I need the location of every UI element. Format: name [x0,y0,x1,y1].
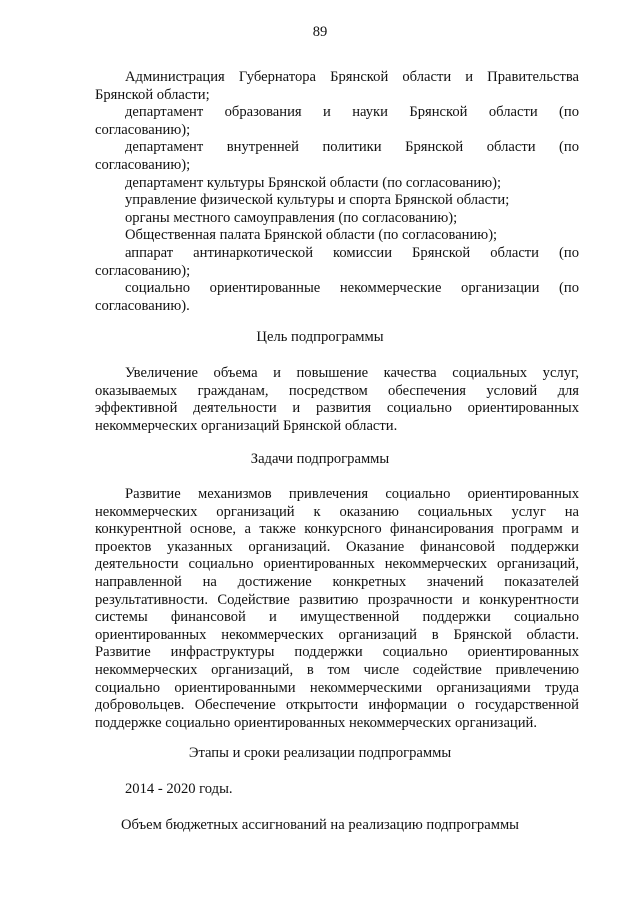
task-line: системы финансовой и имущественной поддержки социально [95,609,579,626]
goal-line: некоммерческих организаций Брянской области. [95,417,398,434]
task-line: некоммерческих организаций, в том числе содействие привлечению [95,661,579,678]
task-line: некоммерческих организаций к оказанию социальных услуг на [95,503,579,520]
goal-heading: Цель подпрограммы [256,329,384,345]
participant-line: департамент образования и науки Брянской области (по [125,104,579,121]
participant-line: согласованию). [95,297,190,314]
budget-heading: Объем бюджетных ассигнований на реализацию подпрограммы [121,817,519,833]
participant-line: согласованию); [95,262,191,279]
task-line: социально ориентированными некоммерческими организациями труда [95,679,579,696]
task-line: результативности. Содействие развитию прозрачности и конкурентности [95,591,579,608]
participant-line: аппарат антинаркотической комиссии Брянской области (по [125,244,579,261]
task-line: направленной на достижение конкретных значений показателей [95,573,579,590]
goal-line: эффективной деятельности и развития социально ориентированных [95,400,579,417]
participant-line: Общественная палата Брянской области (по согласованию); [125,227,498,244]
task-line: деятельности социально ориентированных некоммерческих организаций, [95,556,579,573]
participant-line: Брянской области; [95,86,210,103]
tasks-paragraph [95,486,579,732]
participant-line: департамент культуры Брянской области (по согласованию); [125,174,502,191]
stages-line: 2014 - 2020 годы. [125,781,233,797]
participant-line: управление физической культуры и спорта Брянской области; [125,192,510,209]
stages-text [95,781,579,799]
participant-line: департамент внутренней политики Брянской области (по [125,139,579,156]
participant-line: согласованию); [95,121,191,138]
participants-list [95,69,579,315]
task-line: Развитие механизмов привлечения социально ориентированных [125,486,579,502]
page-number: 89 [312,24,328,40]
goal-paragraph [95,365,579,435]
stages-heading: Этапы и сроки реализации подпрограммы [188,745,452,761]
goal-line: Увеличение объема и повышение качества социальных услуг, [125,365,579,381]
participant-line: органы местного самоуправления (по согласованию); [125,209,458,226]
participant-line: социально ориентированные некоммерческие организации (по [125,280,579,297]
task-line: конкурентной основе, а также конкурсного финансирования программ и [95,521,579,538]
task-line: Развитие инфраструктуры поддержки социально ориентированных [95,644,579,661]
tasks-heading: Задачи подпрограммы [250,451,390,467]
participant-line: согласованию); [95,156,191,173]
task-line: проектов указанных организаций. Оказание финансовой поддержки [95,538,579,555]
participant-line: Администрация Губернатора Брянской области и Правительства [125,69,579,85]
task-line: поддержке социально ориентированных некоммерческих организаций. [95,714,537,731]
task-line: добровольцев. Обеспечение открытости информации о государственной [95,697,579,714]
task-line: ориентированных некоммерческих организаций в Брянской области. [95,626,579,643]
goal-line: оказываемых гражданам, посредством обеспечения условий для [95,382,579,399]
